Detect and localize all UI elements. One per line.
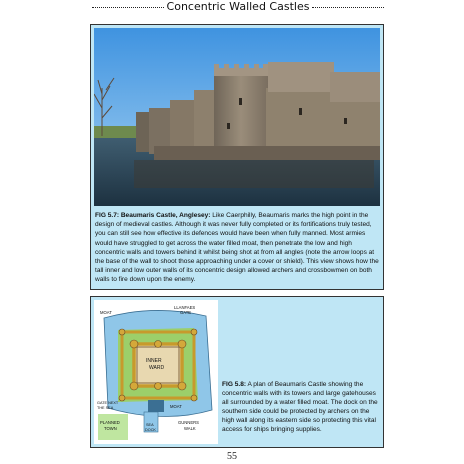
plan-label-gate-sea-1: GATE NEXT — [97, 401, 119, 405]
plan-label-sea-1: SEA — [146, 423, 154, 427]
castle-plan-drawing — [94, 300, 218, 444]
figure-5-7-text: Like Caerphilly, Beaumaris marks the high point in the design of medieval castles. Although it was never fully completed or its fortifications truly tested, you can still see how effective its defences would have been when fully manned. Most armies would have struggled to get across the water filled moat, then penetrate the low and high concentric walls and towers behind it whilst being shot at from all angles (note the arrow loops at the base of the wall to shoot those approaching under a cover or shield). This view shows how the tall inner and low outer walls of its concentric design allowed archers and crossbowmen on both walls to fire down upon the enemy. — [95, 212, 379, 284]
figure-panel-castle-plan — [90, 296, 384, 448]
figure-5-7-label: FIG 5.7: Beaumaris Castle, Anglesey: — [95, 212, 211, 219]
header-dots-left — [92, 7, 164, 8]
figure-panel-castle-photo — [90, 24, 384, 290]
plan-label-llanfaes-2: GATE — [180, 310, 192, 315]
castle-photo — [94, 28, 380, 206]
header-dots-right — [312, 7, 384, 8]
castle-photo-illustration — [94, 28, 380, 206]
plan-label-gunners-1: GUNNERS — [178, 420, 199, 425]
figure-5-7-caption — [95, 211, 379, 285]
plan-label-gunners-2: WALK — [184, 426, 196, 431]
figure-5-8-caption — [222, 380, 380, 435]
page-number: 55 — [227, 451, 237, 462]
plan-label-sea-2: DOCK — [145, 428, 156, 432]
plan-label-inner-1: INNER — [146, 358, 162, 364]
plan-label-inner-2: WARD — [149, 365, 165, 371]
plan-label-planned-2: TOWN — [104, 426, 117, 431]
castle-plan-diagram — [94, 300, 218, 444]
figure-5-8-label: FIG 5.8: — [222, 381, 247, 388]
plan-label-llanfaes-1: LLANFAES — [174, 305, 196, 310]
chapter-title: Concentric Walled Castles — [166, 0, 310, 13]
running-header — [92, 0, 384, 13]
plan-label-moat-top: MOAT — [100, 310, 112, 315]
plan-label-planned-1: PLANNED — [100, 420, 120, 425]
plan-label-moat-bottom: MOAT — [170, 404, 182, 409]
plan-label-gate-sea-2: THE SEA — [97, 406, 114, 410]
figure-5-8-text: A plan of Beaumaris Castle showing the concentric walls with its towers and large gatehouses all surrounded by a water filled moat. The dock on the southern side could be protected by archers on the high wall along its eastern side so protecting this vital access for ships bringing supplies. — [222, 381, 378, 434]
